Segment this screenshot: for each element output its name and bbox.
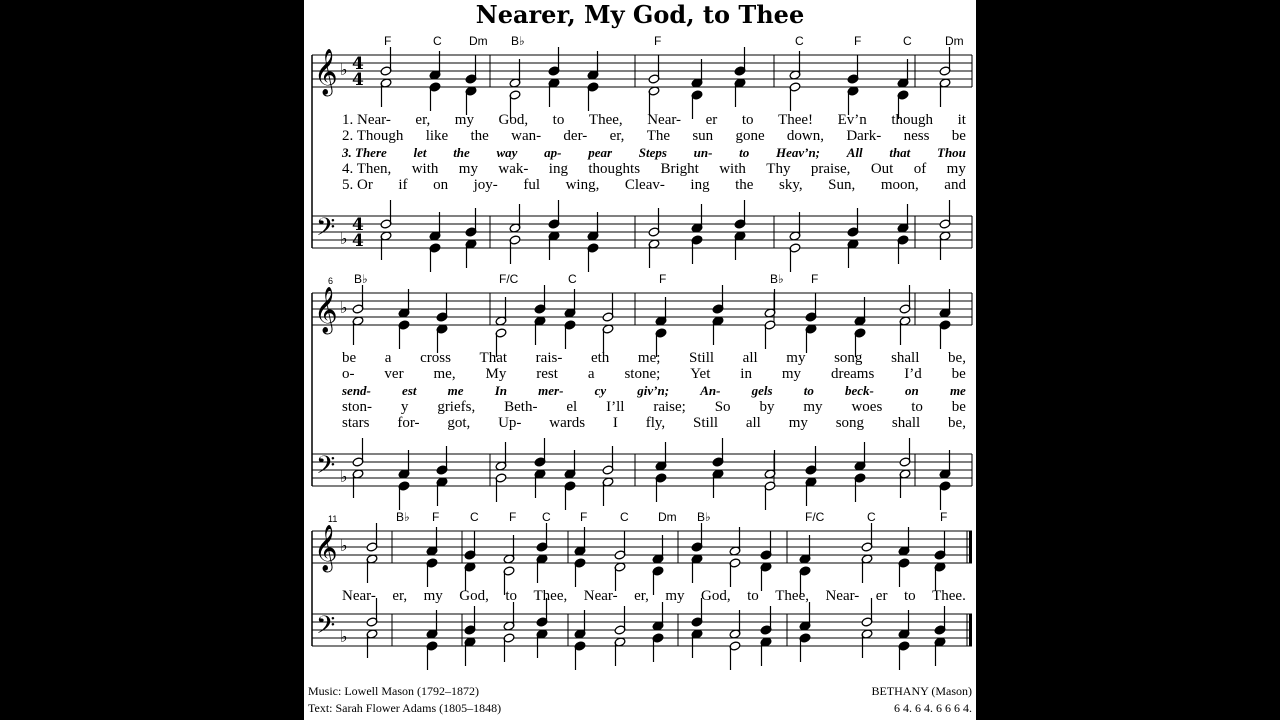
chord-symbol: B♭ xyxy=(396,510,410,524)
lyric-syllable: rest xyxy=(536,366,558,382)
lyric-syllable: song xyxy=(834,350,863,366)
meter: 6 4. 6 4. 6 6 6 4. xyxy=(894,701,972,715)
lyric-syllable: for- xyxy=(397,415,420,431)
chord-symbol: B♭ xyxy=(697,510,711,524)
chord-symbol: C xyxy=(795,34,804,48)
bass-clef-icon: 𝄢 xyxy=(316,611,336,646)
chord-symbol: F xyxy=(384,34,392,48)
lyric-syllable: on xyxy=(905,383,919,398)
lyric-line-2-verse-3 xyxy=(342,383,966,399)
lyric-syllable: ap- xyxy=(544,145,562,160)
measure-number-6: 6 xyxy=(328,276,334,286)
lyric-syllable: be, xyxy=(948,415,966,431)
lyric-syllable: ness xyxy=(903,128,930,144)
lyric-syllable: In xyxy=(494,383,507,398)
lyric-syllable: der- xyxy=(563,128,588,144)
chord-symbol: F xyxy=(432,510,440,524)
lyric-syllable: Thou xyxy=(937,145,966,160)
lyric-syllable: Bright xyxy=(660,161,699,177)
text-credit: Text: Sarah Flower Adams (1805–1848) xyxy=(308,701,502,715)
music-credit: Music: Lowell Mason (1792–1872) xyxy=(308,684,479,698)
lyric-syllable: er xyxy=(705,112,718,128)
lyric-line-2-verse-5 xyxy=(342,415,966,431)
lyric-syllable: my xyxy=(803,399,823,415)
lyric-syllable: So xyxy=(714,399,731,415)
lyric-syllable: my xyxy=(946,161,966,177)
lyric-syllable: moon, xyxy=(880,177,919,193)
lyric-syllable: wak- xyxy=(498,161,529,177)
lyric-syllable: griefs, xyxy=(437,399,476,415)
lyric-syllable: Out xyxy=(870,161,894,177)
lyric-syllable: Near- xyxy=(647,112,682,128)
chord-symbol: C xyxy=(470,510,479,524)
lyric-line-1-verse-2 xyxy=(342,128,966,144)
lyric-syllable: ing xyxy=(690,177,710,193)
lyric-syllable: Thee, xyxy=(588,112,623,128)
lyric-syllable: me; xyxy=(637,350,661,366)
lyric-syllable: though xyxy=(891,112,934,128)
lyric-syllable: a xyxy=(587,366,595,382)
lyric-syllable: of xyxy=(913,161,927,177)
lyric-syllable: to xyxy=(552,112,565,128)
lyric-syllable: wards xyxy=(549,415,586,431)
lyric-syllable: I xyxy=(612,415,618,431)
chord-symbol: B♭ xyxy=(354,272,368,286)
lyric-syllable: with xyxy=(719,161,746,177)
lyric-syllable: stone; xyxy=(624,366,661,382)
lyric-syllable: gone xyxy=(735,128,765,144)
lyric-syllable: to xyxy=(903,588,916,604)
lyric-syllable: all xyxy=(745,415,761,431)
lyric-syllable: I’d xyxy=(904,366,922,382)
chord-symbol: F xyxy=(854,34,862,48)
lyric-syllable: to xyxy=(747,588,759,604)
chord-symbol: C xyxy=(867,510,876,524)
time-signature: 4 xyxy=(352,231,364,251)
lyric-syllable: Up- xyxy=(498,415,522,431)
lyric-line-2-verse-2 xyxy=(342,366,966,382)
lyric-syllable: if xyxy=(398,177,408,193)
lyric-syllable: That xyxy=(479,350,508,366)
lyric-syllable: a xyxy=(384,350,392,366)
lyric-syllable: way xyxy=(496,145,518,160)
lyric-syllable: Still xyxy=(689,350,715,366)
lyric-syllable: my xyxy=(781,366,802,382)
lyric-syllable: my xyxy=(458,161,478,177)
lyric-syllable: in xyxy=(740,366,752,382)
lyric-syllable: me xyxy=(949,383,966,398)
lyric-syllable: Near- xyxy=(825,588,860,604)
lyric-syllable: joy- xyxy=(473,177,498,193)
lyric-syllable: el xyxy=(566,399,578,415)
lyric-syllable: fly, xyxy=(645,415,666,431)
lyric-syllable: An- xyxy=(700,383,721,398)
lyric-syllable: it xyxy=(957,112,966,128)
time-signature: 4 xyxy=(352,70,364,90)
chord-symbol: F xyxy=(580,510,588,524)
lyric-syllable: Near- xyxy=(583,588,618,604)
flat-icon: ♭ xyxy=(340,60,348,79)
lyric-syllable: to xyxy=(803,383,814,398)
lyric-syllable: send- xyxy=(342,383,371,398)
lyric-syllable: be xyxy=(951,399,966,415)
lyric-syllable: my xyxy=(423,588,443,604)
lyric-line-1-verse-1 xyxy=(342,112,966,128)
lyric-syllable: The xyxy=(646,128,671,144)
measure-number-11: 11 xyxy=(328,514,338,524)
flat-icon: ♭ xyxy=(340,229,348,248)
chord-symbol: B♭ xyxy=(511,34,525,48)
lyric-syllable: My xyxy=(485,366,507,382)
lyric-syllable: to xyxy=(911,399,923,415)
lyric-syllable: like xyxy=(425,128,449,144)
lyric-syllable: song xyxy=(835,415,865,431)
chord-symbol: F xyxy=(509,510,517,524)
lyric-syllable: down, xyxy=(786,128,825,144)
lyric-syllable: eth xyxy=(590,350,610,366)
flat-icon: ♭ xyxy=(340,627,348,646)
lyric-syllable: God, xyxy=(459,588,489,604)
final-barline xyxy=(969,614,972,646)
lyric-syllable: be, xyxy=(948,350,966,366)
bass-clef-icon: 𝄢 xyxy=(316,451,336,486)
bass-clef-icon: 𝄢 xyxy=(316,213,336,248)
tune-name: BETHANY (Mason) xyxy=(871,684,972,698)
lyric-syllable: Thy xyxy=(766,161,791,177)
lyric-syllable: 1. Near- xyxy=(342,112,391,128)
lyric-syllable: Thee, xyxy=(533,588,568,604)
chord-symbol: F xyxy=(811,272,819,286)
lyric-syllable: woes xyxy=(851,399,883,415)
chord-symbol: F/C xyxy=(805,510,825,524)
lyric-syllable: Thee, xyxy=(775,588,809,604)
time-signature: 4 xyxy=(352,54,364,74)
treble-clef-icon: 𝄞 xyxy=(314,49,338,95)
lyric-syllable: Heav’n; xyxy=(775,145,821,160)
lyric-syllable: rais- xyxy=(535,350,563,366)
lyric-syllable: dreams xyxy=(830,366,875,382)
flat-icon: ♭ xyxy=(340,467,348,486)
lyric-syllable: wan- xyxy=(511,128,542,144)
lyric-syllable: got, xyxy=(447,415,471,431)
lyric-syllable: God, xyxy=(498,112,529,128)
lyric-line-1-verse-3 xyxy=(342,145,966,161)
lyric-syllable: 3. There xyxy=(342,145,387,160)
chord-symbol: Dm xyxy=(658,510,677,524)
treble-clef-icon: 𝄞 xyxy=(314,525,338,571)
lyric-syllable: est xyxy=(402,383,417,398)
lyric-syllable: beck- xyxy=(845,383,874,398)
lyric-syllable: and xyxy=(944,177,966,193)
lyric-syllable: gels xyxy=(751,383,773,398)
lyric-syllable: mer- xyxy=(538,383,564,398)
lyric-syllable: Still xyxy=(693,415,719,431)
chord-symbol: C xyxy=(568,272,577,286)
lyric-syllable: my xyxy=(665,588,685,604)
lyric-syllable: er xyxy=(875,588,888,604)
chord-symbol: Dm xyxy=(469,34,488,48)
lyric-syllable: on xyxy=(433,177,449,193)
lyric-syllable: to xyxy=(741,112,754,128)
lyric-syllable: my xyxy=(786,350,806,366)
lyric-syllable: ston- xyxy=(342,399,372,415)
lyric-syllable: sky, xyxy=(779,177,803,193)
lyric-syllable: shall xyxy=(891,350,920,366)
lyric-syllable: Dark- xyxy=(846,128,882,144)
lyric-syllable: giv’n; xyxy=(637,383,670,398)
lyric-syllable: sun xyxy=(692,128,714,144)
lyric-syllable: cross xyxy=(420,350,451,366)
lyric-syllable: Thee! xyxy=(778,112,814,128)
lyric-line-1-verse-4 xyxy=(342,161,966,177)
lyric-syllable: God, xyxy=(701,588,731,604)
lyric-syllable: All xyxy=(846,145,863,160)
lyric-syllable: my xyxy=(788,415,808,431)
lyric-syllable: I’ll xyxy=(606,399,625,415)
lyric-syllable: the xyxy=(735,177,754,193)
lyric-syllable: to xyxy=(739,145,750,160)
lyric-syllable: the xyxy=(470,128,489,144)
lyric-line-2-verse-1 xyxy=(342,350,966,366)
lyric-syllable: pear xyxy=(588,145,613,160)
lyric-syllable: shall xyxy=(891,415,921,431)
time-signature: 4 xyxy=(352,215,364,235)
lyric-syllable: stars xyxy=(342,415,370,431)
chord-symbol: F xyxy=(940,510,948,524)
lyric-syllable: all xyxy=(742,350,758,366)
lyric-syllable: thoughts xyxy=(588,161,641,177)
chord-symbol: Dm xyxy=(945,34,964,48)
lyric-syllable: er, xyxy=(392,588,408,604)
chord-symbol: C xyxy=(542,510,551,524)
lyric-line-1-verse-5 xyxy=(342,177,966,193)
lyric-syllable: er, xyxy=(415,112,431,128)
lyric-syllable: Beth- xyxy=(504,399,538,415)
lyric-syllable: that xyxy=(889,145,911,160)
lyric-syllable: Ev’n xyxy=(837,112,867,128)
lyric-syllable: 2. Though xyxy=(342,128,404,144)
lyric-syllable: by xyxy=(759,399,775,415)
lyric-syllable: y xyxy=(400,399,409,415)
lyric-syllable: me, xyxy=(433,366,456,382)
lyric-syllable: Cleav- xyxy=(624,177,665,193)
chord-symbol: C xyxy=(620,510,629,524)
lyric-syllable: 4. Then, xyxy=(342,161,392,177)
hymn-title: Nearer, My God, to Thee xyxy=(475,0,805,29)
lyric-syllable: un- xyxy=(693,145,713,160)
lyric-syllable: the xyxy=(453,145,470,160)
chord-symbol: F/C xyxy=(499,272,519,286)
lyric-line-2-verse-4 xyxy=(342,399,966,415)
chord-symbol: F xyxy=(654,34,662,48)
lyric-syllable: er, xyxy=(634,588,649,604)
chord-symbol: C xyxy=(433,34,442,48)
lyric-syllable: my xyxy=(454,112,474,128)
lyric-syllable: wing, xyxy=(565,177,600,193)
lyric-syllable: Steps xyxy=(638,145,667,160)
lyric-syllable: er, xyxy=(609,128,625,144)
lyric-syllable: to xyxy=(505,588,518,604)
lyric-syllable: ful xyxy=(523,177,541,193)
flat-icon: ♭ xyxy=(340,298,348,317)
lyric-syllable: Yet xyxy=(690,366,711,382)
chord-symbol: B♭ xyxy=(770,272,784,286)
lyric-syllable: Near- xyxy=(342,588,376,604)
lyric-syllable: praise, xyxy=(810,161,851,177)
lyric-syllable: raise; xyxy=(653,399,686,415)
lyric-line-3-verse-1 xyxy=(342,588,966,604)
flat-icon: ♭ xyxy=(340,536,348,555)
lyric-syllable: with xyxy=(411,161,439,177)
lyric-syllable: cy xyxy=(594,383,607,398)
lyric-syllable: ver xyxy=(384,366,404,382)
lyric-syllable: ing xyxy=(548,161,568,177)
treble-clef-icon: 𝄞 xyxy=(314,287,338,333)
lyric-syllable: Sun, xyxy=(828,177,856,193)
lyric-syllable: be xyxy=(342,350,357,366)
final-barline xyxy=(969,531,972,563)
lyric-syllable: let xyxy=(413,145,427,160)
lyric-syllable: be xyxy=(951,366,966,382)
lyric-syllable: be xyxy=(951,128,966,144)
lyric-syllable: me xyxy=(447,383,464,398)
lyric-syllable: Thee. xyxy=(932,588,966,604)
chord-symbol: F xyxy=(659,272,667,286)
chord-symbol: C xyxy=(903,34,912,48)
lyric-syllable: 5. Or xyxy=(342,177,373,193)
lyric-syllable: o- xyxy=(342,366,355,382)
sheet-music-page xyxy=(304,0,976,720)
